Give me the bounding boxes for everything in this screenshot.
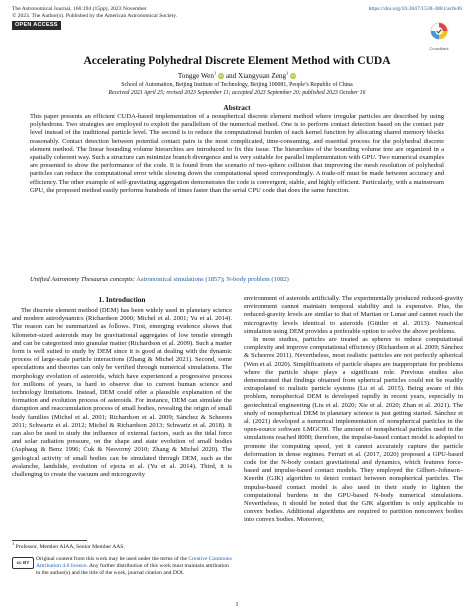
license-text — [36, 556, 232, 577]
journal-header — [12, 6, 177, 30]
author-name: Tongge Wen — [177, 72, 214, 80]
orcid-icon[interactable]: iD — [219, 73, 223, 78]
orcid-icon[interactable]: iD — [291, 73, 296, 78]
license-link[interactable]: Creative Commons Attribution 4.0 licence — [36, 556, 232, 569]
affiliation-mark: 1 — [213, 70, 217, 76]
crossmark-label: CrossMark — [429, 46, 449, 51]
author-conjunction: and — [225, 72, 237, 80]
left-column — [12, 307, 232, 479]
license-text-before: Original content from this work may be used under the terms of the — [36, 556, 187, 562]
keyword-link[interactable]: Astronomical simulations (1857) — [136, 276, 223, 283]
paragraph: In most studies, particles are treated as spheres to reduce computational complexity and improve computational efficiency (Richardson et al. 2009; Sánchez & Scheeres 2011). Nevertheless, most realistic particles are not perfectly spherical (Wen et al. 2020). Simplifications of particle shapes are inappropriate for problems where the particle shape plays a significant role. Previous studies also demonstrated that findings obtained from spherical particles could not be readily extrapolated to realistic particle systems (Lu et al. 2015). Being aware of this problem, nonspherical DEM is developed rapidly in recent years, especially in geotechnical engineering (Liu et al. 2020; Xie et al. 2020; Zhan et al. 2021). The study of nonspherical DEM in planetary science is just getting started. Sánchez et al. (2021) developed a numerical implementation of nonspherical particles in the open-source software LMGC90. The amount of nonspherical particles used in the simulations reached 8000; therefore, the impulse-based contact model is adopted to promote the computing speed, yet it cannot accurately capture the particle deformation in dense regimes. Ferrari et al. (2017, 2020) proposed a GPU-based code for the N-body contact gravitational and dynamics, which features force-based and impulse-based contact models. They employed the Gilbert–Johnson–Keerthi (GJK) algorithm to detect contact between nonspherical particles. The impulse-based contact model is also used in their study to lighten the computational burdens in the GPU-based N-body numerical simulations. Nevertheless, it should be noted that the GJK algorithm is only applicable to convex bodies. Additional algorithms are required to partition nonconvex bodies into convex bodies. Moreover, — [244, 336, 463, 524]
right-column — [244, 295, 463, 525]
keywords-label: Unified Astronomy Thesaurus concepts: — [30, 276, 135, 283]
doi-link[interactable]: https://doi.org/10.3847/1538-3881/acfe46 — [368, 6, 462, 12]
footnote-text: Professor, Member AIAA, Senior Member AAS. — [15, 544, 125, 550]
page-number: 1 — [235, 602, 239, 608]
keyword-link[interactable]: N-body problem (1082) — [226, 276, 289, 283]
affiliation-mark: 1 — [286, 70, 289, 76]
footnote-mark: 1 — [12, 541, 15, 547]
open-access-badge: OPEN ACCESS — [12, 21, 61, 30]
footnote-divider — [12, 540, 87, 541]
paragraph: The discrete element method (DEM) has been widely used in planetary science and modern astrodynamics (Richardson 2000; Michel et al. 2001; Yu et al. 2014). The reason can be summarized as follows. First, emerging evidence shows that kilometer-sized asteroids may be gravitational aggregates of low tensile strength and can be categorized into granular matter (Richardson et al. 2009). Such a matter form is well suited to study by DEM since it is good at dealing with the dynamic process of large-scale particle interactions (Zhang & Michel 2021). Second, some speculations and theories can only be verified through numerical simulations. The morphology evolution of asteroids, which have experienced a progressive process for millions of years, is hard to observe due to current human science and technology limitations. Instead, DEM could offer a plausible explanation of the formation and evolution process of asteroids. For instance, DEM can simulate the disruption and reaccumulation process of small bodies, revealing the origin of small body families (Michel et al. 2001; Richardson et al. 2009; Sánchez & Scheeres 2011; Schwartz et al. 2012; Michel & Richardson 2013; Schwartz et al. 2018). It can also be used to study the influence of external factors, such as the tidal force and solar radiation pressure, on the shape and state evolution of small bodies (Asphaug & Benz 1996; Ćuk & Nesvorný 2010; Zhang & Michel 2020). The geological activity of small bodies can be simulated through DEM, such as the avalanche, landslide, evolution of ejecta et al. (Yu et al. 2014). Third, it is challenging to create the vacuum and microgravity — [12, 307, 232, 479]
license-block — [12, 556, 232, 577]
affiliation: School of Automation, Beijing Institute of Technology, Beijing 100081, People’s Republic of China — [121, 82, 353, 88]
keywords — [30, 276, 444, 284]
journal-citation: The Astronomical Journal, 166:194 (15pp), 2023 November — [12, 6, 147, 12]
author-name: Xiangyuan Zeng — [238, 72, 287, 80]
paragraph: environment of asteroids artificially. The experimentally produced reduced-gravity environment cannot maintain temporal stability and is expensive. Plus, the reduced-gravity levels are similar to that of Martian or Lunar and cannot reach the microgravity levels identical to asteroids (Güttler et al. 2013). Numerical simulation using DEM provides a preferable option to solve the above problems. — [244, 295, 463, 335]
author-line — [0, 72, 474, 80]
license-text-after: . Any further distribution of this work must maintain attribution to the author(s) and the title of the work, journal citation and DOI. — [36, 563, 229, 576]
paper-title: Accelerating Polyhedral Discrete Element Method with CUDA — [83, 55, 391, 67]
publication-dates: Received 2023 April 25; revised 2023 September 11; accepted 2023 September 20; published 2023 October 16 — [108, 90, 366, 96]
crossmark-icon — [430, 22, 448, 40]
keyword-separator: ; — [222, 276, 227, 283]
footnote — [12, 541, 232, 551]
abstract-text: This paper presents an efficient CUDA-based implementation of a nonspherical discrete element method where irregular particles are described by using polyhedrons. Two strategies are employed to exploit the parallelism of the numerical method. One is to perform contact detection based on the contact pair level instead of the traditional particle level. The second is to reduce the computational burden of each kernel function by allocating shared memory blocks reasonably. Contact detection between potential contact pairs is the most complicated, time-consuming, and essential process for the polyhedral discrete element method. The linear bounding volume hierarchies are introduced to fix this issue. The hierarchies of the bounding volume tree are organized in a spatially coherent way. Such a structure can minimize branch divergence and is very suitable for parallel implementation with GPU. Two numerical examples are presented to show the performance of the code. It is found from the scenario of two-sphere collision that improving the mesh resolution of polyhedral particles can reduce the computational error while slowing down the computational speed correspondingly. A trade-off must be made between accuracy and efficiency. The other example of self-gravitating aggregation demonstrates the code is convergent, stable, and highly efficient. Particularly, with a mainstream GPU, the proposed method easily performs hundreds of times faster than the serial CPU code that does the same function. — [30, 113, 444, 194]
section-heading: 1. Introduction — [98, 295, 146, 304]
cc-by-icon[interactable]: cc BY — [12, 557, 34, 569]
copyright-line: © 2023. The Author(s). Published by the American Astronomical Society. — [12, 13, 178, 19]
abstract-heading: Abstract — [223, 103, 251, 112]
crossmark-badge[interactable] — [426, 22, 452, 51]
